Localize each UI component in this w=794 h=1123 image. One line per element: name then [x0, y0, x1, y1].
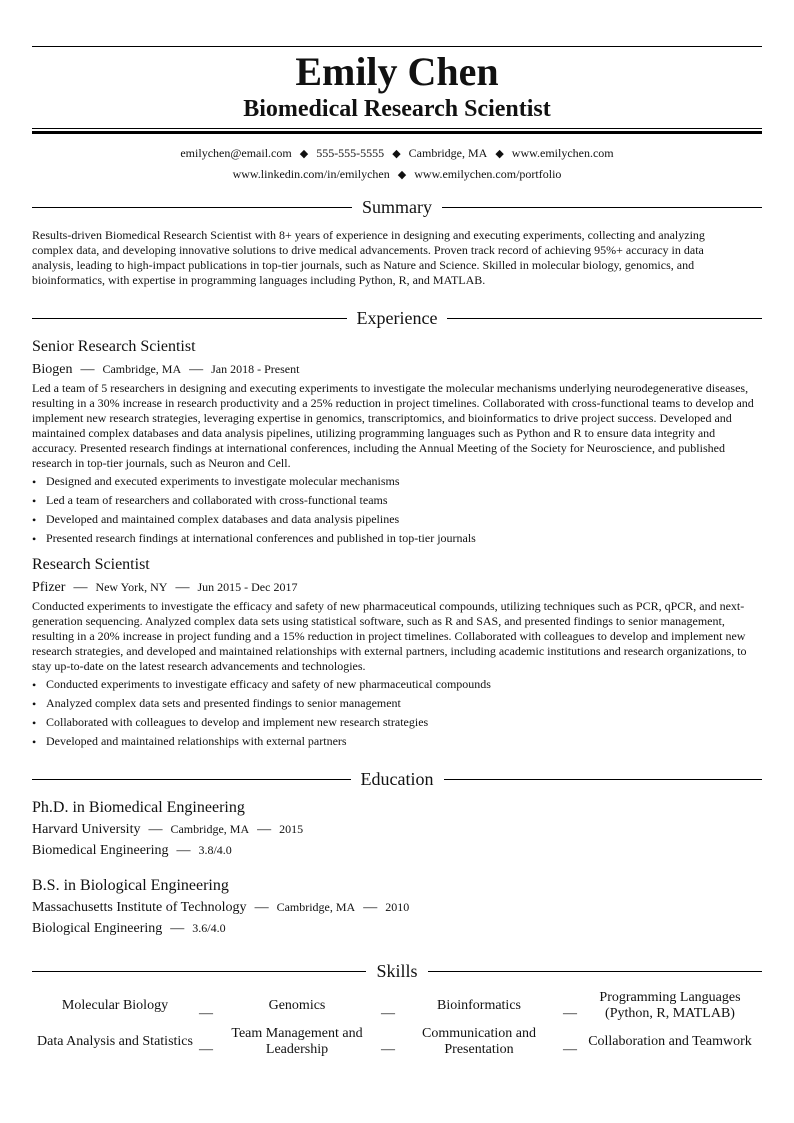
diamond-separator-icon: ◆ — [397, 169, 407, 181]
edu-gpa: 3.8/4.0 — [198, 843, 232, 857]
dash-separator: — — [254, 900, 269, 915]
bullet-icon: • — [32, 494, 37, 508]
skill-separator: — — [199, 1006, 213, 1021]
edu-school-line — [32, 820, 762, 839]
list-item: • Designed and executed experiments to investigate molecular mechanisms — [32, 474, 400, 489]
list-item: • Developed and maintained complex databases and data analysis pipelines — [32, 512, 400, 527]
diamond-separator-icon: ◆ — [392, 148, 401, 160]
edu-school: Harvard University — [32, 822, 141, 837]
experience-entry — [32, 337, 762, 546]
edu-field-line — [32, 919, 762, 938]
skills-grid — [32, 990, 762, 1058]
contact-line-2 — [32, 166, 762, 183]
diamond-separator-icon: ◆ — [299, 148, 309, 160]
job-title: Research Scientist — [32, 556, 150, 573]
contact-line-1 — [32, 145, 762, 162]
edu-field: Biological Engineering — [32, 921, 163, 936]
edu-location: Cambridge, MA — [170, 822, 250, 836]
education-section-header — [32, 768, 762, 790]
list-item: • Presented research findings at international conferences and published in top-tier journals — [32, 531, 476, 546]
dash-separator: — — [176, 843, 191, 858]
bullet-icon: • — [32, 532, 37, 546]
experience-section-header — [32, 307, 762, 329]
contact-email[interactable]: emilychen@email.com — [180, 146, 292, 160]
skill-item: Genomics — [268, 998, 326, 1013]
skills-heading: Skills — [376, 961, 418, 981]
contact-linkedin[interactable]: www.linkedin.com/in/emilychen — [232, 167, 390, 181]
skill-item: Data Analysis and Statistics — [37, 1034, 193, 1049]
job-company: Biogen — [32, 362, 73, 377]
education-entry — [32, 876, 762, 938]
contact-location: Cambridge, MA — [408, 146, 488, 160]
job-location: New York, NY — [95, 580, 168, 594]
job-description: Led a team of 5 researchers in designing and executing experiments to investigate the molecular mechanisms underlying neurodegenerative diseases, resulting in a 30% increase in research productivity and a 25% reduction in project timelines. Collaborated with cross-functional teams to develop and implement new research strategies, leveraging expertise in genomics, transcriptomics, and bioinformatics to drive project success. Developed and maintained complex databases and data analysis pipelines, utilizing programming languages such as Python and R to ensure data integrity and accuracy. Presented research findings at international conferences, including the Annual Meeting of the Society for Neuroscience, and published research in top-tier journals, such as Neuron and Cell. — [32, 381, 754, 470]
skill-separator: — — [563, 1006, 577, 1021]
edu-degree: B.S. in Biological Engineering — [32, 877, 229, 894]
dash-separator: — — [170, 921, 185, 936]
edu-location: Cambridge, MA — [276, 900, 356, 914]
bullet-icon: • — [32, 475, 37, 489]
skill-separator: — — [199, 1042, 213, 1057]
experience-heading: Experience — [356, 308, 438, 328]
edu-degree: Ph.D. in Biomedical Engineering — [32, 799, 245, 816]
job-dates: Jun 2015 - Dec 2017 — [197, 580, 298, 594]
job-dates: Jan 2018 - Present — [211, 362, 300, 376]
job-meta — [32, 360, 762, 379]
skill-separator: — — [381, 1006, 395, 1021]
contact-website[interactable]: www.emilychen.com — [511, 146, 614, 160]
bullet-icon: • — [32, 716, 37, 730]
edu-school-line — [32, 898, 762, 917]
header-rule-thin — [32, 128, 762, 129]
top-rule — [32, 46, 762, 47]
summary-text: Results-driven Biomedical Research Scientist with 8+ years of experience in designing and executing experiments, collecting and analyzing complex data, and developing innovative solutions to drive medical advancements. Proven track record of achieving 95%+ accuracy in data analysis, leading to high-impact publications in top-tier journals, such as Nature and Science. Skilled in molecular biology, genomics, and bioinformatics, with expertise in programming languages including Python, R, and MATLAB. — [32, 228, 705, 287]
education-heading: Education — [360, 769, 434, 789]
contact-phone[interactable]: 555-555-5555 — [316, 146, 385, 160]
job-meta — [32, 578, 762, 597]
bullet-icon: • — [32, 678, 37, 692]
dash-separator: — — [80, 362, 95, 377]
skill-item: Team Management and Leadership — [231, 1026, 363, 1057]
diamond-separator-icon: ◆ — [495, 148, 504, 160]
skill-item: Molecular Biology — [61, 998, 169, 1013]
skill-item: Communication and Presentation — [422, 1026, 536, 1057]
skill-item: Bioinformatics — [437, 998, 521, 1013]
bullet-icon: • — [32, 735, 37, 749]
job-bullets — [32, 474, 762, 546]
list-item: • Led a team of researchers and collaborated with cross-functional teams — [32, 493, 388, 508]
dash-separator: — — [73, 580, 88, 595]
job-title: Senior Research Scientist — [32, 338, 196, 355]
dash-separator: — — [363, 900, 378, 915]
dash-separator: — — [148, 822, 163, 837]
bullet-icon: • — [32, 513, 37, 527]
edu-school: Massachusetts Institute of Technology — [32, 900, 247, 915]
skill-separator: — — [381, 1042, 395, 1057]
job-location: Cambridge, MA — [102, 362, 182, 376]
job-bullets — [32, 677, 762, 749]
list-item: • Developed and maintained relationships with external partners — [32, 734, 347, 749]
summary-heading: Summary — [362, 197, 432, 217]
header-rule-thick — [32, 131, 762, 134]
bullet-icon: • — [32, 697, 37, 711]
skill-item: Programming Languages (Python, R, MATLAB) — [599, 990, 741, 1021]
skill-item: Collaboration and Teamwork — [588, 1034, 752, 1049]
dash-separator: — — [257, 822, 272, 837]
summary-section-header — [32, 196, 762, 218]
list-item: • Collaborated with colleagues to develop and implement new research strategies — [32, 715, 429, 730]
job-company: Pfizer — [32, 580, 66, 595]
dash-separator: — — [175, 580, 190, 595]
edu-field-line — [32, 841, 762, 860]
dash-separator: — — [189, 362, 204, 377]
skills-section-header — [32, 960, 762, 982]
skill-separator: — — [563, 1042, 577, 1057]
education-entry — [32, 798, 762, 860]
experience-entry — [32, 555, 762, 749]
candidate-title: Biomedical Research Scientist — [243, 96, 551, 122]
edu-year: 2010 — [385, 900, 410, 914]
contact-portfolio[interactable]: www.emilychen.com/portfolio — [414, 167, 562, 181]
edu-year: 2015 — [279, 822, 304, 836]
job-description: Conducted experiments to investigate the efficacy and safety of new pharmaceutical compounds, utilizing techniques such as PCR, qPCR, and next-generation sequencing. Analyzed complex data sets using statistical software, such as R and SAS, and presented findings to senior management, resulting in a 20% increase in project funding and a 15% reduction in project timelines. Collaborated with colleagues to develop and implement new research strategies, and developed and maintained relationships with external partners, including academic institutions and research organizations, to stay up-to-date on the latest research advancements and technologies. — [32, 599, 747, 673]
list-item: • Analyzed complex data sets and presented findings to senior management — [32, 696, 401, 711]
candidate-name: Emily Chen — [295, 49, 499, 94]
list-item: • Conducted experiments to investigate efficacy and safety of new pharmaceutical compounds — [32, 677, 491, 692]
edu-gpa: 3.6/4.0 — [192, 921, 226, 935]
edu-field: Biomedical Engineering — [32, 843, 169, 858]
resume-page — [32, 46, 762, 1058]
